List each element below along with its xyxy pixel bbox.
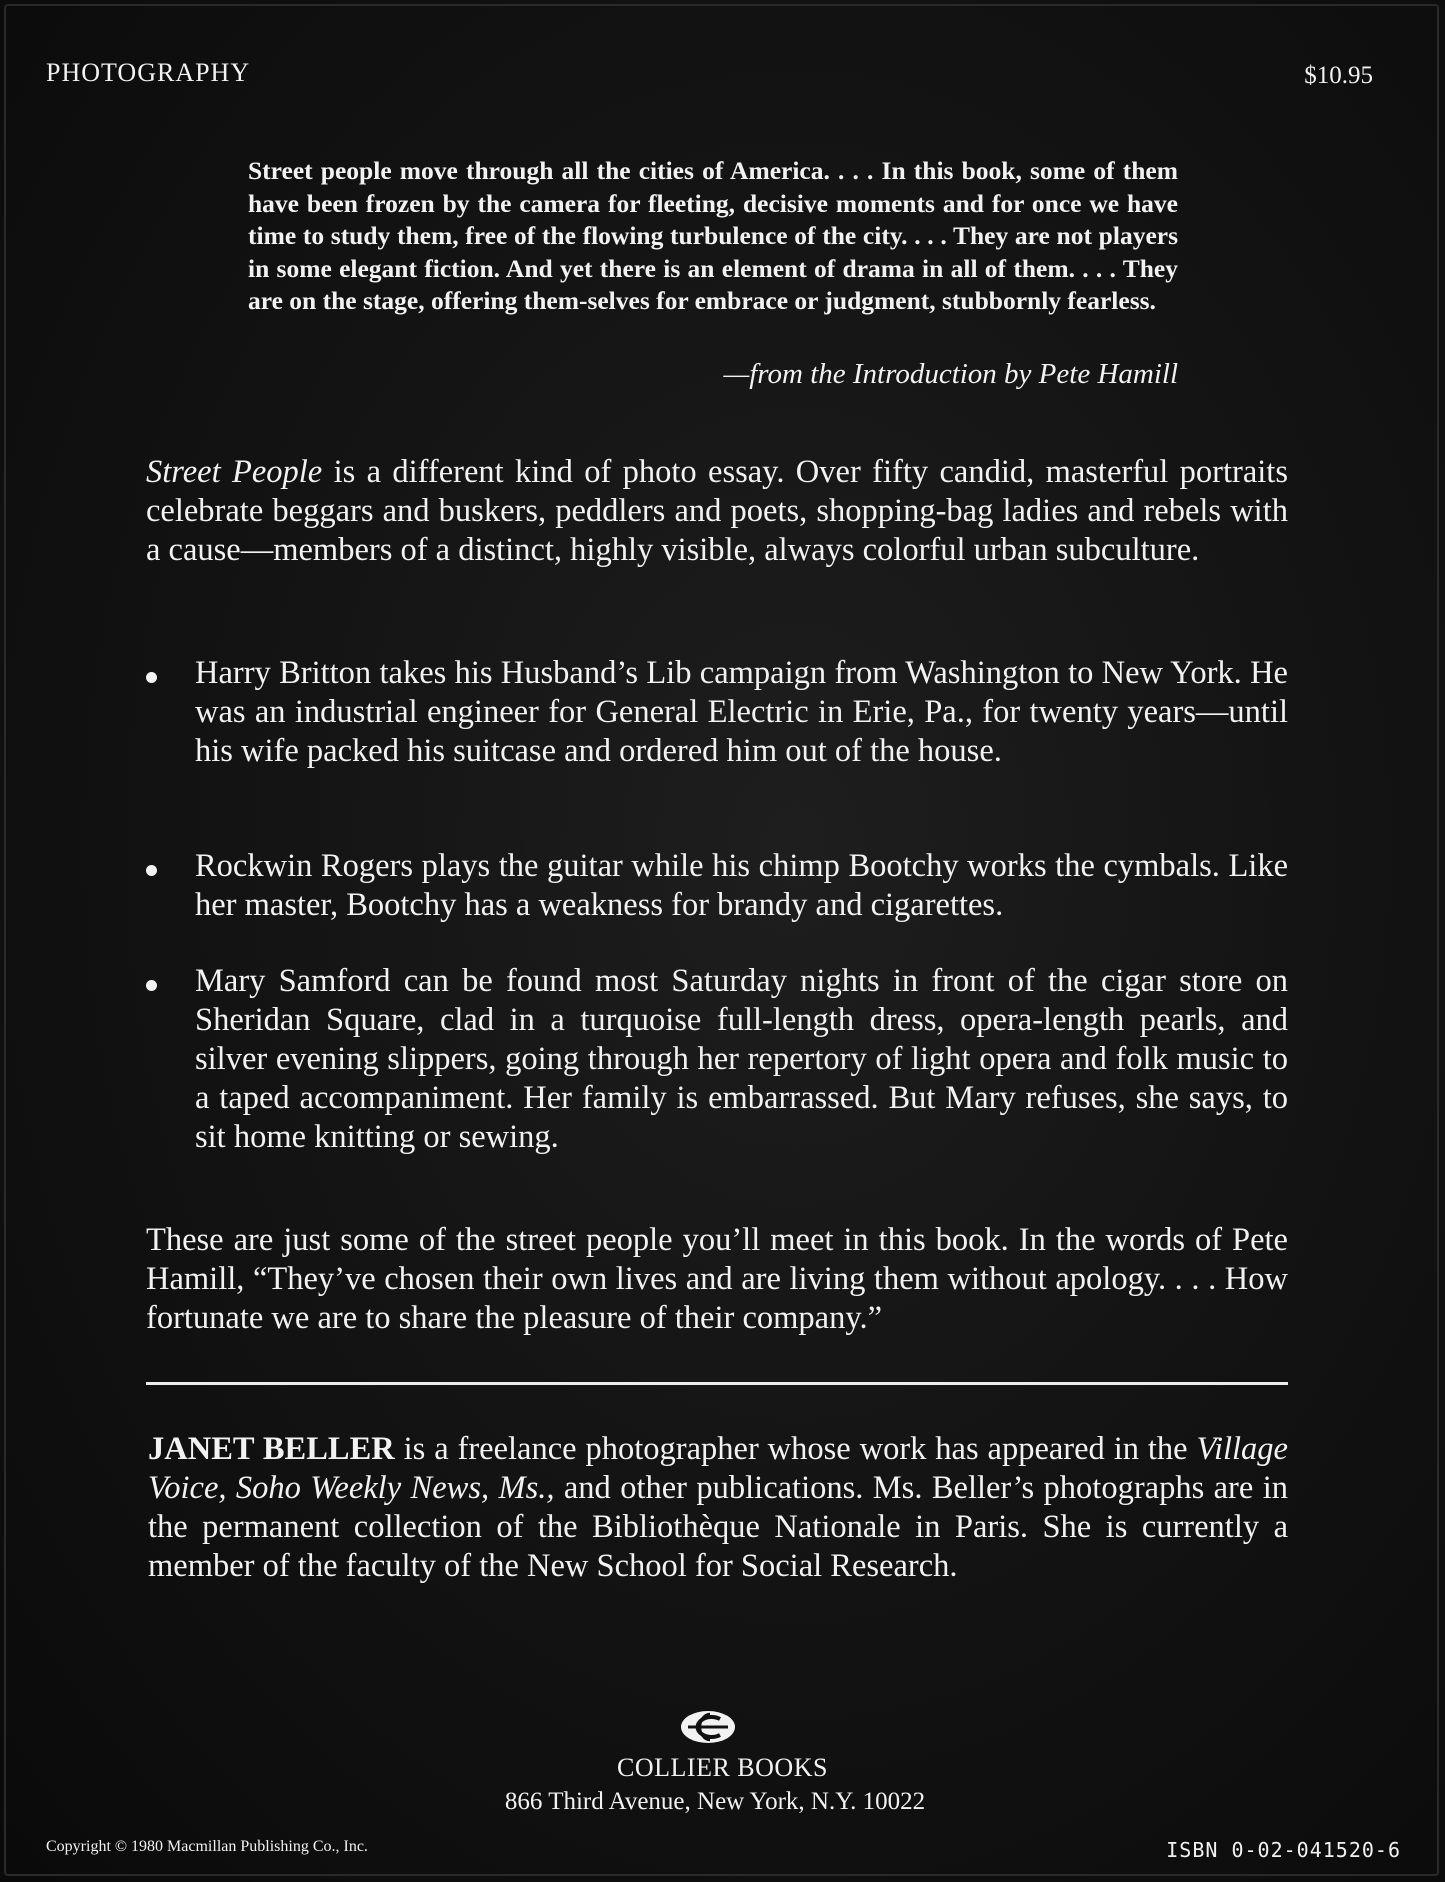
publications-list: Village Voice, Soho Weekly News, Ms., [148,1431,1288,1506]
bullet-icon [146,865,157,876]
bullet-icon [146,980,157,991]
quote-attribution: —from the Introduction by Pete Hamill [723,358,1178,390]
intro-paragraph [146,453,1288,570]
bullet-icon [146,672,157,683]
bio-text-2: and other publications. Ms. Beller’s photographs are in the permanent collection of the Bibliothèque Nationale in Paris. She is currently a member of the faculty of the New School for Social Research. [148,1470,1288,1584]
copyright-notice: Copyright © 1980 Macmillan Publishing Co., Inc. [46,1838,368,1855]
list-item-text: Mary Samford can be found most Saturday nights in front of the cigar store on Sheridan Square, clad in a turquoise full-length dress, opera-length pearls, and silver evening slippers, going through her repertory of light opera and folk music to a taped accompaniment. Her family is embarrassed. But Mary refuses, she says, to sit home knitting or sewing. [195,963,1288,1155]
list-item-text: Harry Britton takes his Husband’s Lib campaign from Washington to New York. He was an industrial engineer for General Electric in Erie, Pa., for twenty years—until his wife packed his suitcase and ordered him out of the house. [195,655,1288,769]
author-name: JANET BELLER [148,1431,395,1467]
price-label: $10.95 [1304,62,1373,89]
section-divider [146,1382,1288,1385]
publisher-address: 866 Third Avenue, New York, N.Y. 10022 [504,1788,926,1815]
publisher-name: COLLIER BOOKS [617,1753,828,1782]
book-title: Street People [146,454,323,490]
intro-text: is a different kind of photo essay. Over fifty candid, masterful portraits celebrate beggars and buskers, peddlers and poets, shopping-bag ladies and rebels with a cause—members of a distinct, highly visible, always colorful urban subculture. [146,454,1288,568]
list-item-text: Rockwin Rogers plays the guitar while his chimp Bootchy works the cymbals. Like her master, Bootchy has a weakness for brandy and cigarettes. [195,848,1288,923]
isbn-label: ISBN 0-02-041520-6 [1166,1838,1401,1862]
bio-text-1: is a freelance photographer whose work has appeared in the [394,1431,1197,1467]
author-bio [148,1430,1288,1586]
category-label: PHOTOGRAPHY [46,58,251,87]
pull-quote: Street people move through all the cities of America. . . . In this book, some of them have been frozen by the camera for fleeting, decisive moments and for once we have time to study them, free of the flowing turbulence of the city. . . . They are not players in some elegant fiction. And yet there is an element of drama in all of them. . . . They are on the stage, offering them-selves for embrace or judgment, stubbornly fearless. [248,156,1178,316]
collier-logo-icon [680,1710,736,1744]
closing-paragraph: These are just some of the street people you’ll meet in this book. In the words of Pete Hamill, “They’ve chosen their own lives and are living them without apology. . . . How fortunate we are to share the pleasure of their company.” [146,1222,1288,1336]
